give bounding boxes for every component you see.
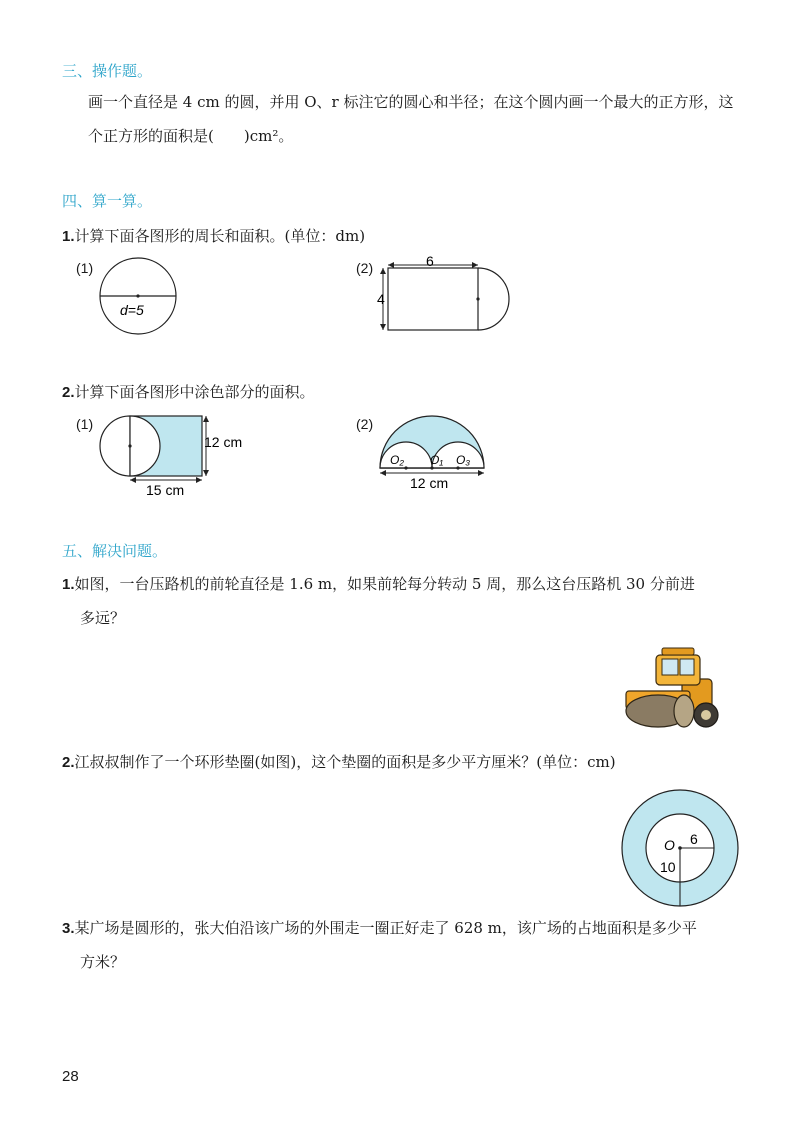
section-5-question-1-line-2: 多远？ [80, 609, 126, 627]
center-label: O [664, 837, 675, 853]
question-number: 1. [62, 228, 75, 245]
figure-label: (2) [356, 260, 374, 276]
question-number: 1. [62, 576, 75, 593]
section-3-question-line-2: 个正方形的面积是( )cm²。 [88, 127, 294, 145]
figure-label: (1) [76, 260, 94, 276]
square-circle-shaded-figure [90, 408, 260, 498]
diameter-label: d=5 [120, 302, 144, 318]
question-text: 如图，一台压路机的前轮直径是 1.6 m，如果前轮每分转动 5 周，那么这台压路机 30 分前进 [74, 575, 695, 593]
outer-radius-label: 10 [660, 859, 676, 875]
figure-label: (1) [76, 416, 94, 432]
section-4-question-1 [62, 226, 365, 247]
section-5-question-3-line-1 [62, 918, 697, 939]
road-roller-illustration [622, 645, 722, 735]
question-text: 某广场是圆形的，张大伯沿该广场的外围走一圈正好走了 628 m，该广场的占地面积是多少平 [74, 919, 697, 937]
section-5-question-2 [62, 752, 616, 773]
question-number: 2. [62, 384, 75, 401]
section-5-heading: 五、解决问题。 [62, 542, 168, 560]
section-3-heading: 三、操作题。 [62, 62, 153, 80]
page-number: 28 [62, 1068, 79, 1085]
section-5-question-3-line-2: 方米？ [80, 953, 126, 971]
semicircle-arcs-shaded-figure [374, 408, 494, 498]
center-o2-label: O₂ [390, 453, 404, 467]
question-number: 2. [62, 754, 75, 771]
question-text: 计算下面各图形的周长和面积。(单位：dm) [74, 227, 366, 245]
center-o3-label: O₃ [456, 453, 471, 467]
question-text: 计算下面各图形中涂色部分的面积。 [74, 383, 315, 401]
section-5-question-1-line-1 [62, 574, 695, 595]
figure-label: (2) [356, 416, 374, 432]
section-4-question-2 [62, 382, 315, 403]
circle-diameter-figure [90, 250, 190, 340]
ring-washer-figure [618, 786, 742, 910]
height-label: 4 [377, 291, 385, 307]
section-4-heading: 四、算一算。 [62, 192, 153, 210]
width-label: 15 cm [146, 482, 185, 498]
inner-radius-label: 6 [690, 831, 698, 847]
question-text: 江叔叔制作了一个环形垫圈(如图)，这个垫圈的面积是多少平方厘米？(单位：cm) [74, 753, 616, 771]
section-3-question-line-1: 画一个直径是 4 cm 的圆，并用 O、r 标注它的圆心和半径；在这个圆内画一个最大的正方形，这 [88, 93, 734, 111]
height-label: 12 cm [204, 434, 243, 450]
width-label: 12 cm [410, 475, 449, 491]
rectangle-semicircle-figure [374, 252, 524, 342]
width-label: 6 [426, 253, 434, 269]
center-o1-label: O₁ [430, 453, 444, 467]
question-number: 3. [62, 920, 75, 937]
